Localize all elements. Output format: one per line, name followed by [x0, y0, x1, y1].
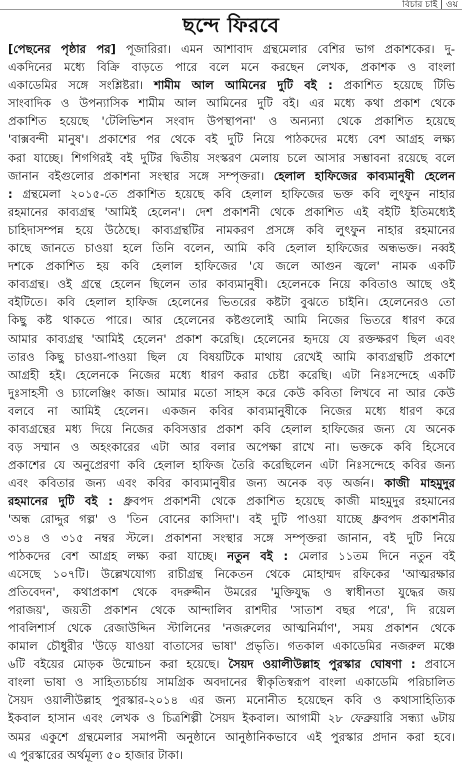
- body-text: আমার কাব্যগ্রন্থ 'আমিই হেলেন' প্রকাশ করেছি। হেলেনের হৃদয়ে যে রক্তক্ষরণ ছিল এবং: [8, 331, 455, 346]
- article-line: [8, 655, 455, 673]
- article-line: [8, 691, 455, 709]
- page-header-strip: [0, 0, 462, 10]
- body-text: বড় সম্মান ও অহংকারের এটা আর বলার অপেক্ষা রাখে না। ভক্তকে কবি হিসেবে: [8, 440, 455, 455]
- article-line: [8, 420, 455, 438]
- body-text: কাব্যগ্রন্থের মধ্য দিয়ে নিজের কবিসত্তার প্রকাশ কবি হেলাল হাফিজের জন্য যে অনেক: [8, 421, 455, 436]
- body-text: প্রকাশিত হয়েছে 'টেলিভিশন সংবাদ উপস্থাপনা' ও অন্যন্যা থেকে প্রকাশিত হয়েছে: [8, 114, 455, 129]
- article-line: [8, 94, 455, 112]
- body-text: জানান বইগুলোর প্রকাশনা সংস্থার সঙ্গে সম্পৃক্তরা।: [8, 168, 274, 183]
- body-text: পাবলিশার্স থেকে রেজাউদ্দিন স্টালিনের 'নজরুলের আত্মনির্মাণ', সময় প্রকাশন থেকে: [8, 621, 455, 635]
- article-line: [8, 239, 455, 257]
- body-text: কাছে জানতে চাওয়া হলে তিনি বলেন, আমি কবি হেলাল হাফিজের অন্ধভক্ত। নব্বই: [8, 241, 455, 256]
- article-line: [8, 58, 455, 76]
- body-text: ধ্রুবপদ প্রকাশনী থেকে প্রকাশিত হয়েছে কাজী মাহমুদুর রহমানের: [112, 494, 455, 509]
- subheading-text: :: [8, 186, 23, 201]
- body-text: আগ্রহী হই। হেলেনকে নিজের মধ্যে ধারণ করার চেষ্টা করেছি। এটা নিঃসন্দেহে একটি: [8, 367, 455, 382]
- body-text: 'অন্ধ রোদ্দুর গল্প' ও 'তিন বোনের কাসিদা'। বই দুটি পাওয়া যাচ্ছে ধ্রুবপদ প্রকাশনীর: [8, 512, 455, 527]
- body-text: কাব্যগ্রন্থ। ওই গ্রন্থে হেলেন ছিলেন তার কাব্যমানুষী। হেলেনকে নিয়ে কবিতাও আছে ওই: [8, 277, 455, 292]
- article-line: [8, 601, 455, 619]
- article-line: [8, 149, 455, 167]
- article-line: [8, 673, 455, 691]
- article-line: [8, 275, 455, 293]
- article-line: [8, 293, 455, 311]
- body-text: প্রকাশিত হয়েছে টিভি: [332, 78, 455, 93]
- body-text: একদিনের মধ্যে বিক্রি বাড়তে পারে বলে মনে করছেন লেখক, প্রকাশক ও বাংলা: [8, 60, 455, 75]
- article-line: [8, 384, 455, 402]
- article-line: [8, 330, 455, 348]
- article-line: [8, 746, 455, 764]
- article-line: [8, 366, 455, 384]
- article-line: [8, 130, 455, 148]
- body-text: দশকে প্রকাশিত হয় কবি হেলাল হাফিজের 'যে জলে আগুন জ্বলে' নামক একটি: [8, 259, 455, 274]
- article-line: [8, 348, 455, 366]
- subheading-text: কাজী মাহমুদুর: [384, 476, 455, 491]
- article-headline: ছন্দে ফিরবে: [182, 13, 280, 37]
- article-line: [8, 311, 455, 329]
- body-text: ইকবাল হাসান এবং লেখক ও চিত্রশিল্পী সৈয়দ ইকবাল। আগামী ২৮ ফেব্রুয়ারি সন্ধ্যা ৬টায়: [8, 711, 455, 726]
- subheading-text: হেলাল হাফিজের কাব্যমানুষী হেলেন: [273, 168, 455, 183]
- body-text: 'বাক্সবন্দী মানুষ'। প্রকাশের পর থেকে বই দুটি নিয়ে পাঠকদের মধ্যে বেশ আগ্রহ লক্ষ্য: [8, 132, 455, 147]
- body-text: বলবে না আমিই হেলেন। একজন কবির কাব্যমানুষীকে নিজের মধ্যে ধারণ করে: [8, 403, 455, 418]
- subheading-text: [পেছনের পৃষ্ঠার পর]: [8, 42, 116, 56]
- body-text: সৈয়দ ওয়ালীউল্লাহ পুরস্কার-২০১৪ এর জন্য মনোনীত হয়েছেন কবি ও কথাসাহিত্যিক: [8, 693, 455, 708]
- subheading-text: সৈয়দ ওয়ালীউল্লাহ পুরস্কার ঘোষণা :: [228, 657, 416, 672]
- subheading-text: নতুন বই :: [227, 548, 289, 563]
- article-line: [8, 565, 455, 583]
- article-line: [8, 112, 455, 130]
- body-text: প্রবাসে: [415, 657, 455, 672]
- body-text: প্রতিবেদন', কথাপ্রকাশ থেকে বদরুদ্দীন উমরের 'মুক্তিযুদ্ধ ও স্বাধীনতা যুদ্ধের জয়: [8, 584, 455, 599]
- article-body: [8, 40, 455, 762]
- body-text: সাংবাদিক ও উপন্যাসিক শামীম আল আমিনের দুটি বই। এর মধ্যে কথা প্রকাশ থেকে: [8, 96, 455, 111]
- body-text: দুঃসাহসী ও চ্যালেঞ্জিং কাজ। আমার মতো সাহস করে কেউ কবিতা লিখবে না আর কেউ: [8, 385, 455, 400]
- article-line: [8, 547, 455, 565]
- article-line: [8, 438, 455, 456]
- body-text: বাংলা ভাষা ও সাহিত্যচর্চায় সামগ্রিক অবদানের স্বীকৃতিস্বরূপ বাংলা একাডেমি পরিচালিত: [8, 675, 455, 690]
- body-text: প্রকাশের যে অনুপ্রেরণা কবি হেলাল হাফিজ তৈরি করেছিলেন এটা নিঃসন্দেহে কবির জন্য: [8, 458, 455, 473]
- body-text: এ পুরস্কারের অর্থমূল্য ৫০ হাজার টাকা।: [8, 747, 184, 762]
- body-text: এবং কবিতার জন্য এবং কবির কাব্যমানুষীর জন্য অনেক বড় অর্জন।: [8, 476, 385, 491]
- article-line: [8, 492, 455, 510]
- article-line: [8, 402, 455, 420]
- article-line: [8, 257, 455, 275]
- body-text: রহমানের কাব্যগ্রন্থ 'আমিই হেলেন'। দেশ প্রকাশনী থেকে প্রকাশিত এই বইটি ইতিমধ্যেই: [8, 204, 455, 219]
- article-line: [8, 203, 455, 221]
- body-text: অমর একুশে গ্রন্থমেলার সমাপনী অনুষ্ঠানে আনুষ্ঠানিকভাবে এই পুরস্কার প্রদান করা হবে।: [8, 729, 455, 744]
- body-text: ৬টি বইয়ের মোড়ক উন্মোচন করা হয়েছে।: [8, 657, 229, 672]
- body-text: বইটিতে। কবি হেলাল হাফিজ হেলেনের ভিতরের কষ্টটা বুঝতে চাইনি। হেলেনেরও তো: [8, 295, 455, 310]
- body-text: ৩১৪ ও ৩১৫ নম্বর স্টলে। প্রকাশনা সংস্থার সঙ্গে সম্পৃক্তরা জানান, বই দুটি নিয়ে: [8, 530, 455, 545]
- body-text: পাঠকদের বেশ আগ্রহ লক্ষ্য করা যাচ্ছে।: [8, 548, 228, 563]
- body-text: কিছু কষ্ট থাকতে পারে। আর হেলেনের কষ্টগুলোই আমি নিজের ভিতরে ধারণ করে: [8, 313, 455, 328]
- article-line: [8, 510, 455, 528]
- body-text: কামাল চৌধুরীর 'উড়ে যাওয়া বাতাসের ভাষা' প্রভৃতি। গতকাল একাডেমির নজরুল মঞ্চে: [8, 639, 455, 654]
- body-text: করা যাচ্ছে। শিগগিরই বই দুটির দ্বিতীয় সংস্করণ মেলায় চলে আসার সম্ভাবনা রয়েছে বলে: [8, 150, 455, 165]
- article-line: [8, 474, 455, 492]
- article-line: [8, 728, 455, 746]
- article-line: [8, 40, 455, 58]
- article-line: [8, 456, 455, 474]
- article-line: [8, 76, 455, 94]
- article-line: [8, 583, 455, 601]
- body-text: পূজারিরা। এমন আশাবাদ গ্রন্থমেলার বেশির ভাগ প্রকাশকের। দু-: [115, 42, 455, 56]
- article-line: [8, 221, 455, 239]
- article-line: [8, 529, 455, 547]
- subheading-text: রহমানের দুটি বই :: [8, 494, 113, 509]
- article-line: [8, 167, 455, 185]
- body-text: চাহিদাসম্পন্ন হয়ে উঠেছে। কাব্যগ্রন্থটির নামকরণ প্রসঙ্গে কবি লুৎফুন নাহার রহমানের: [8, 222, 455, 237]
- body-text: এসেছে ১০৭টি। উল্লেখযোগ্য রাচীগ্রন্থ নিকেতন থেকে মোহাম্মদ রফিকের 'আত্মরক্ষার: [8, 566, 455, 581]
- body-text: গ্রন্থমেলা ২০১৫-তে প্রকাশিত হয়েছে কবি হেলাল হাফিজের ভক্ত কবি লুৎফুন নাহার: [22, 186, 455, 201]
- article-line: [8, 619, 455, 637]
- subheading-text: শামীম আল আমিনের দুটি বই :: [154, 78, 333, 93]
- article-line: [8, 709, 455, 727]
- article-line: [8, 185, 455, 203]
- body-text: পরাজয়', জয়তী প্রকাশন থেকে আন্দালিব রাশদীর 'সাতাশ বছর পরে', দি রয়েল: [8, 602, 455, 617]
- article-line: [8, 637, 455, 655]
- body-text: মেলার ১১তম দিনে নতুন বই: [288, 548, 455, 563]
- section-label: বিচার চাই | ওয়: [402, 0, 458, 10]
- body-text: তারও কিছু চাওয়া-পাওয়া ছিল যে বিষয়টিকে মাথায় রেখেই আমি কাব্যগ্রন্থটি প্রকাশে: [8, 349, 455, 364]
- body-text: একাডেমির সঙ্গে সংশ্লিষ্টরা।: [8, 78, 155, 93]
